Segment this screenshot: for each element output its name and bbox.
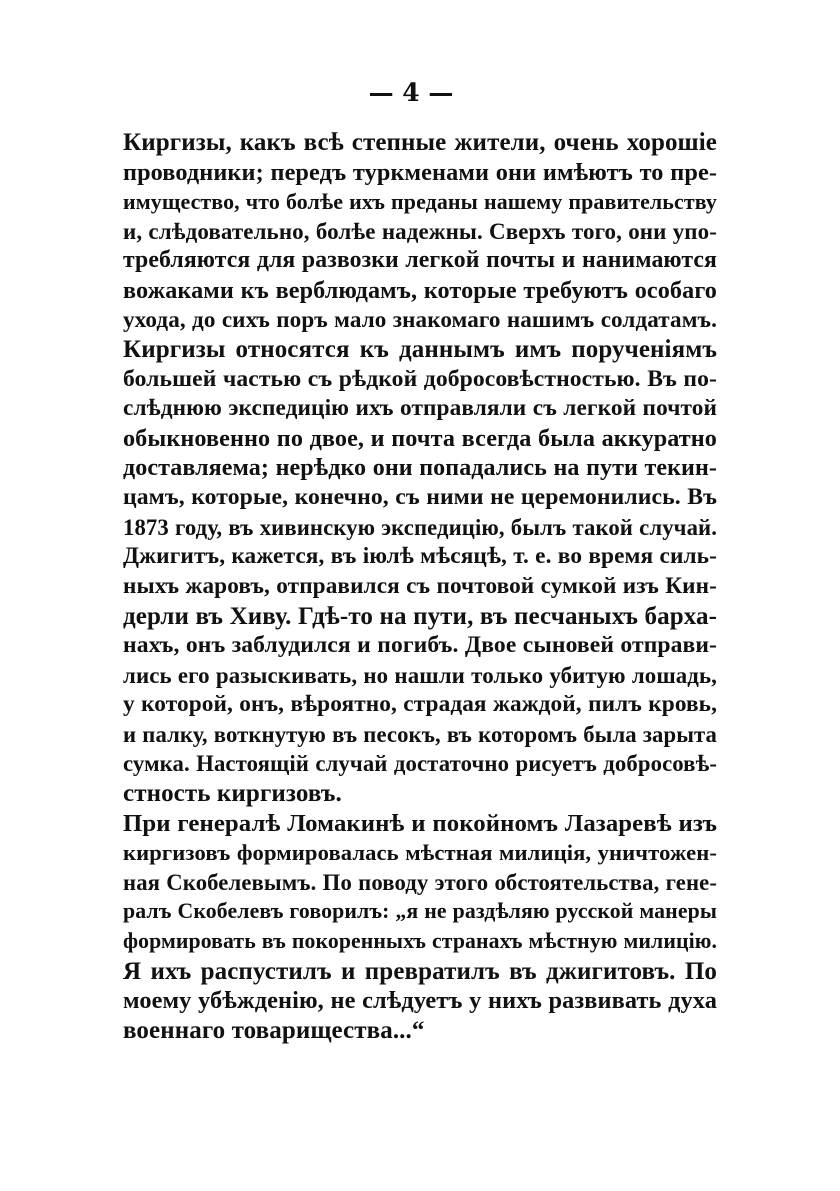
text-line: дерли въ Хиву. Гдѣ-то на пути, въ песчаныхъ барха- bbox=[123, 602, 717, 630]
text-line: цамъ, которые, конечно, съ ними не церемонились. Въ bbox=[123, 484, 717, 511]
text-line: военнаго товарищества...“ bbox=[123, 1016, 425, 1044]
page-number: — 4 — bbox=[368, 78, 454, 107]
text-line: и палку, воткнутую въ песокъ, въ которомъ была зарыта bbox=[123, 721, 717, 747]
text-line: и, слѣдовательно, болѣе надежны. Сверхъ того, они упо- bbox=[123, 218, 717, 244]
text-line: имущество, что болѣе ихъ преданы нашему правительству bbox=[123, 189, 717, 215]
text-line: вожаками къ верблюдамъ, которые требуютъ особаго bbox=[123, 276, 717, 304]
text-line: Киргизы относятся къ даннымъ имъ порученіямъ bbox=[123, 336, 717, 364]
text-line: лись его разыскивать, но нашли только убитую лошадь, bbox=[123, 662, 717, 688]
text-line: При генералѣ Ломакинѣ и покойномъ Лазаревѣ изъ bbox=[123, 809, 717, 837]
paragraph-1 bbox=[123, 128, 717, 335]
text-line: ухода, до сихъ поръ мало знакомаго нашимъ солдатамъ. bbox=[123, 306, 717, 333]
text-line: моему убѣжденію, не слѣдуетъ у нихъ развивать духа bbox=[123, 987, 717, 1015]
text-line: обыкновенно по двое, и почта всегда была аккуратно bbox=[123, 424, 717, 452]
paragraph-2 bbox=[123, 335, 717, 809]
text-line: сумка. Настоящій случай достаточно рисуетъ добросовѣ- bbox=[123, 751, 717, 777]
text-line: большей частью съ рѣдкой добросовѣстностью. Въ по- bbox=[123, 365, 717, 392]
body-text bbox=[123, 128, 717, 1045]
text-line: Я ихъ распустилъ и превратилъ въ джигитовъ. По bbox=[123, 957, 717, 985]
text-line: ная Скобелевымъ. По поводу этого обстоятельства, гене- bbox=[123, 869, 717, 895]
text-line: нахъ, онъ заблудился и погибъ. Двое сыновей отправи- bbox=[123, 632, 717, 659]
text-line: доставляема; нерѣдко они попадались на пути текин- bbox=[123, 454, 717, 481]
text-line: Джигитъ, кажется, въ іюлѣ мѣсяцѣ, т. е. во время силь- bbox=[123, 543, 717, 570]
text-line: Киргизы, какъ всѣ степные жители, очень хорошіе bbox=[123, 129, 717, 156]
text-line: киргизовъ формировалась мѣстная милиція, уничтожен- bbox=[123, 840, 717, 866]
text-line: ныхъ жаровъ, отправился съ почтовой сумкой изъ Кин- bbox=[123, 572, 717, 599]
text-line: ралъ Скобелевъ говорилъ: „я не раздѣляю русской манеры bbox=[123, 899, 717, 924]
text-line: 1873 году, въ хивинскую экспедицію, былъ такой случай. bbox=[123, 514, 717, 540]
text-line: стность киргизовъ. bbox=[123, 780, 342, 808]
text-line: требляются для развозки легкой почты и нанимаются bbox=[123, 247, 717, 274]
text-line: формировать въ покоренныхъ странахъ мѣстную милицію. bbox=[123, 929, 717, 954]
text-line: слѣднюю экспедицію ихъ отправляли съ легкой почтой bbox=[123, 395, 717, 422]
paragraph-3 bbox=[123, 809, 717, 1046]
text-line: у которой, онъ, вѣроятно, страдая жаждой, пилъ кровь, bbox=[123, 691, 717, 718]
text-line: проводники; передъ туркменами они имѣютъ то пре- bbox=[123, 158, 717, 186]
